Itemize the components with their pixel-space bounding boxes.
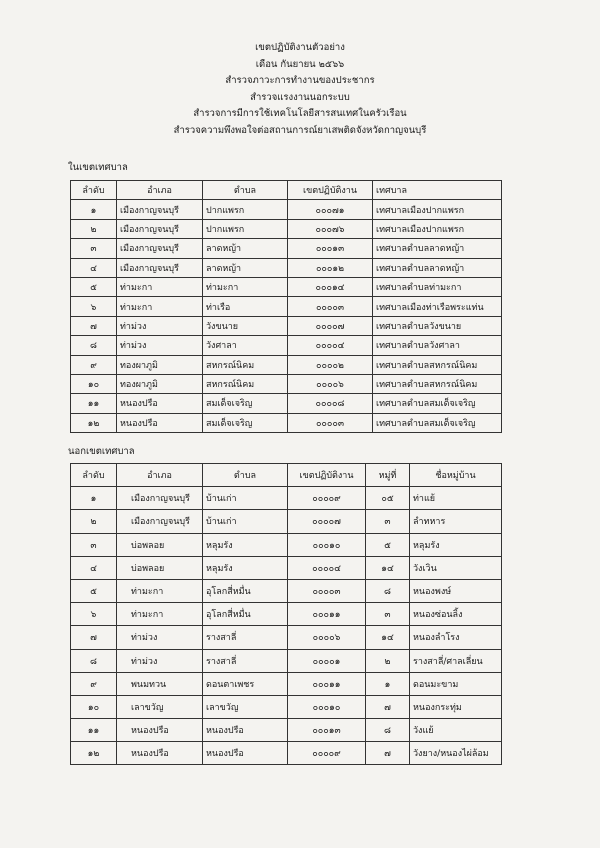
cell-no: ๔ bbox=[71, 258, 117, 277]
cell-district: เมืองกาญจนบุรี bbox=[117, 510, 203, 533]
table-row bbox=[71, 487, 502, 510]
cell-work-area: ๐๐๐๑๐ bbox=[288, 695, 366, 718]
cell-work-area: ๐๐๐๐๘ bbox=[288, 394, 373, 413]
cell-village-no: ๘ bbox=[366, 579, 410, 602]
header-survey-1: สำรวจภาวะการทำงานของประชากร bbox=[225, 75, 375, 86]
cell-work-area: ๐๐๐๐๗ bbox=[288, 510, 366, 533]
cell-village-no: ๗ bbox=[366, 695, 410, 718]
cell-village-no: ๑๔ bbox=[366, 556, 410, 579]
cell-district: เมืองกาญจนบุรี bbox=[117, 219, 203, 238]
cell-work-area: ๐๐๐๑๓ bbox=[288, 719, 366, 742]
col-header-subdistrict: ตำบล bbox=[203, 464, 288, 487]
cell-village-no: ๐๕ bbox=[366, 487, 410, 510]
cell-municipality: เทศบาลตำบลวังศาลา bbox=[373, 336, 502, 355]
cell-no: ๘ bbox=[71, 336, 117, 355]
cell-district: ท่ามะกา bbox=[117, 603, 203, 626]
cell-subdistrict: สหกรณ์นิคม bbox=[203, 374, 288, 393]
cell-district: เมืองกาญจนบุรี bbox=[117, 239, 203, 258]
cell-district: เลาขวัญ bbox=[117, 695, 203, 718]
cell-subdistrict: เลาขวัญ bbox=[203, 695, 288, 718]
table-row bbox=[71, 316, 502, 335]
cell-district: ท่าม่วง bbox=[117, 336, 203, 355]
cell-work-area: ๐๐๐๗๖ bbox=[288, 219, 373, 238]
cell-work-area: ๐๐๐๑๓ bbox=[288, 239, 373, 258]
cell-village-no: ๓ bbox=[366, 510, 410, 533]
cell-subdistrict: ลาดหญ้า bbox=[203, 258, 288, 277]
cell-subdistrict: รางสาลี่ bbox=[203, 626, 288, 649]
cell-village-name: หนองซ่อนลิ้ง bbox=[410, 603, 502, 626]
header-survey-2: สำรวจแรงงานนอกระบบ bbox=[250, 91, 350, 103]
table-header-row bbox=[71, 181, 502, 200]
cell-district: ทองผาภูมิ bbox=[117, 355, 203, 374]
cell-village-name: วังยาง/หนองไผ่ล้อม bbox=[410, 742, 502, 765]
cell-work-area: ๐๐๐๐๗ bbox=[288, 316, 373, 335]
cell-no: ๓ bbox=[71, 239, 117, 258]
cell-no: ๕ bbox=[71, 579, 117, 602]
cell-no: ๗ bbox=[71, 316, 117, 335]
cell-no: ๑ bbox=[71, 200, 117, 219]
cell-subdistrict: วังขนาย bbox=[203, 316, 288, 335]
cell-work-area: ๐๐๐๐๔ bbox=[288, 336, 373, 355]
cell-no: ๑๐ bbox=[71, 695, 117, 718]
cell-village-no: ๗ bbox=[366, 742, 410, 765]
cell-district: หนองปรือ bbox=[117, 742, 203, 765]
cell-subdistrict: หนองปรือ bbox=[203, 742, 288, 765]
cell-municipality: เทศบาลตำบลลาดหญ้า bbox=[373, 239, 502, 258]
cell-no: ๔ bbox=[71, 556, 117, 579]
table-row bbox=[71, 336, 502, 355]
cell-subdistrict: สมเด็จเจริญ bbox=[203, 413, 288, 432]
cell-work-area: ๐๐๐๐๓ bbox=[288, 579, 366, 602]
cell-district: บ่อพลอย bbox=[117, 533, 203, 556]
cell-municipality: เทศบาลตำบลท่ามะกา bbox=[373, 277, 502, 296]
cell-no: ๙ bbox=[71, 672, 117, 695]
cell-work-area: ๐๐๐๑๒ bbox=[288, 258, 373, 277]
cell-village-name: รางสาลี่/ศาลเลี่ยน bbox=[410, 649, 502, 672]
cell-no: ๑๑ bbox=[71, 719, 117, 742]
header-month: เดือน กันยายน ๒๕๖๖ bbox=[255, 58, 345, 70]
cell-work-area: ๐๐๐๐๖ bbox=[288, 626, 366, 649]
cell-district: ท่ามะกา bbox=[117, 277, 203, 296]
cell-subdistrict: ปากแพรก bbox=[203, 200, 288, 219]
cell-work-area: ๐๐๐๐๓ bbox=[288, 297, 373, 316]
cell-work-area: ๐๐๐๐๔ bbox=[288, 556, 366, 579]
cell-work-area: ๐๐๐๑๑ bbox=[288, 603, 366, 626]
header-survey-3: สำรวจการมีการใช้เทคโนโลยีสารสนเทศในครัวเรือน bbox=[193, 108, 407, 119]
table-row bbox=[71, 672, 502, 695]
col-header-work-area: เขตปฏิบัติงาน bbox=[288, 464, 366, 487]
table-row bbox=[71, 510, 502, 533]
cell-subdistrict: ลาดหญ้า bbox=[203, 239, 288, 258]
table-row bbox=[71, 277, 502, 296]
table-row bbox=[71, 355, 502, 374]
col-header-district: อำเภอ bbox=[117, 181, 203, 200]
cell-subdistrict: วังศาลา bbox=[203, 336, 288, 355]
cell-subdistrict: ท่ามะกา bbox=[203, 277, 288, 296]
cell-no: ๒ bbox=[71, 510, 117, 533]
cell-village-name: วังแย้ bbox=[410, 719, 502, 742]
cell-district: ท่าม่วง bbox=[117, 649, 203, 672]
cell-no: ๓ bbox=[71, 533, 117, 556]
col-header-village-no: หมู่ที่ bbox=[366, 464, 410, 487]
table-row bbox=[71, 394, 502, 413]
cell-work-area: ๐๐๐๑๑ bbox=[288, 672, 366, 695]
col-header-village-name: ชื่อหมู่บ้าน bbox=[410, 464, 502, 487]
cell-work-area: ๐๐๐๐๙ bbox=[288, 742, 366, 765]
table-row bbox=[71, 374, 502, 393]
cell-subdistrict: หลุมรัง bbox=[203, 556, 288, 579]
cell-municipality: เทศบาลตำบลสหกรณ์นิคม bbox=[373, 374, 502, 393]
table-row bbox=[71, 258, 502, 277]
table-row bbox=[71, 297, 502, 316]
cell-no: ๑๐ bbox=[71, 374, 117, 393]
cell-district: ท่าม่วง bbox=[117, 626, 203, 649]
cell-subdistrict: บ้านเก่า bbox=[203, 510, 288, 533]
nonmunicipal-section-label: นอกเขตเทศบาล bbox=[68, 446, 135, 457]
cell-no: ๖ bbox=[71, 603, 117, 626]
cell-district: ท่าม่วง bbox=[117, 316, 203, 335]
header-title: เขตปฏิบัติงานตัวอย่าง bbox=[255, 42, 345, 53]
cell-district: เมืองกาญจนบุรี bbox=[117, 200, 203, 219]
document-header bbox=[0, 40, 600, 139]
cell-village-name: หนองกระทุ่ม bbox=[410, 695, 502, 718]
cell-work-area: ๐๐๐๐๙ bbox=[288, 487, 366, 510]
cell-no: ๙ bbox=[71, 355, 117, 374]
cell-village-name: หนองลำโรง bbox=[410, 626, 502, 649]
cell-village-no: ๘ bbox=[366, 719, 410, 742]
cell-district: เมืองกาญจนบุรี bbox=[117, 258, 203, 277]
cell-no: ๘ bbox=[71, 649, 117, 672]
cell-district: ท่ามะกา bbox=[117, 579, 203, 602]
municipal-table bbox=[70, 180, 502, 433]
cell-village-no: ๓ bbox=[366, 603, 410, 626]
cell-no: ๑๒ bbox=[71, 413, 117, 432]
cell-district: ทองผาภูมิ bbox=[117, 374, 203, 393]
cell-work-area: ๐๐๐๐๑ bbox=[288, 649, 366, 672]
table-row bbox=[71, 200, 502, 219]
cell-district: เมืองกาญจนบุรี bbox=[117, 487, 203, 510]
cell-subdistrict: สมเด็จเจริญ bbox=[203, 394, 288, 413]
cell-no: ๖ bbox=[71, 297, 117, 316]
cell-work-area: ๐๐๐๐๓ bbox=[288, 413, 373, 432]
table-row bbox=[71, 579, 502, 602]
cell-village-name: ดอนมะขาม bbox=[410, 672, 502, 695]
table-row bbox=[71, 626, 502, 649]
col-header-municipality: เทศบาล bbox=[373, 181, 502, 200]
table-row bbox=[71, 719, 502, 742]
col-header-district: อำเภอ bbox=[117, 464, 203, 487]
cell-village-no: ๕ bbox=[366, 533, 410, 556]
cell-subdistrict: รางสาลี่ bbox=[203, 649, 288, 672]
cell-district: หนองปรือ bbox=[117, 413, 203, 432]
table-row bbox=[71, 413, 502, 432]
cell-subdistrict: บ้านเก่า bbox=[203, 487, 288, 510]
cell-no: ๑ bbox=[71, 487, 117, 510]
col-header-no: ลำดับ bbox=[71, 464, 117, 487]
cell-subdistrict: อุโลกสี่หมื่น bbox=[203, 579, 288, 602]
table-row bbox=[71, 695, 502, 718]
cell-district: บ่อพลอย bbox=[117, 556, 203, 579]
municipal-section-label: ในเขตเทศบาล bbox=[68, 162, 128, 173]
cell-municipality: เทศบาลตำบลสมเด็จเจริญ bbox=[373, 394, 502, 413]
table-row bbox=[71, 742, 502, 765]
cell-work-area: ๐๐๐๗๑ bbox=[288, 200, 373, 219]
cell-subdistrict: อุโลกสี่หมื่น bbox=[203, 603, 288, 626]
cell-work-area: ๐๐๐๑๔ bbox=[288, 277, 373, 296]
cell-subdistrict: หลุมรัง bbox=[203, 533, 288, 556]
cell-subdistrict: ปากแพรก bbox=[203, 219, 288, 238]
header-survey-4: สำรวจความพึงพอใจต่อสถานการณ์ยาเสพติดจังหวัดกาญจนบุรี bbox=[173, 124, 427, 136]
cell-no: ๑๑ bbox=[71, 394, 117, 413]
table-row bbox=[71, 556, 502, 579]
nonmunicipal-table bbox=[70, 463, 502, 765]
cell-subdistrict: สหกรณ์นิคม bbox=[203, 355, 288, 374]
cell-no: ๗ bbox=[71, 626, 117, 649]
cell-subdistrict: หนองปรือ bbox=[203, 719, 288, 742]
table-row bbox=[71, 219, 502, 238]
cell-municipality: เทศบาลตำบลลาดหญ้า bbox=[373, 258, 502, 277]
cell-no: ๒ bbox=[71, 219, 117, 238]
cell-no: ๑๒ bbox=[71, 742, 117, 765]
table-header-row bbox=[71, 464, 502, 487]
cell-village-no: ๒ bbox=[366, 649, 410, 672]
table-row bbox=[71, 239, 502, 258]
cell-municipality: เทศบาลตำบลสหกรณ์นิคม bbox=[373, 355, 502, 374]
cell-work-area: ๐๐๐๑๐ bbox=[288, 533, 366, 556]
cell-village-name: ลำทหาร bbox=[410, 510, 502, 533]
table-row bbox=[71, 603, 502, 626]
cell-municipality: เทศบาลเมืองปากแพรก bbox=[373, 219, 502, 238]
cell-village-name: ท่าแย้ bbox=[410, 487, 502, 510]
cell-municipality: เทศบาลเมืองปากแพรก bbox=[373, 200, 502, 219]
cell-subdistrict: ท่าเรือ bbox=[203, 297, 288, 316]
cell-municipality: เทศบาลตำบลสมเด็จเจริญ bbox=[373, 413, 502, 432]
cell-district: ท่ามะกา bbox=[117, 297, 203, 316]
col-header-subdistrict: ตำบล bbox=[203, 181, 288, 200]
cell-municipality: เทศบาลเมืองท่าเรือพระแท่น bbox=[373, 297, 502, 316]
cell-village-name: หนองพงษ์ bbox=[410, 579, 502, 602]
table-row bbox=[71, 649, 502, 672]
cell-district: หนองปรือ bbox=[117, 394, 203, 413]
table-row bbox=[71, 533, 502, 556]
col-header-no: ลำดับ bbox=[71, 181, 117, 200]
col-header-work-area: เขตปฏิบัติงาน bbox=[288, 181, 373, 200]
cell-village-no: ๑๔ bbox=[366, 626, 410, 649]
cell-village-name: วังเวิน bbox=[410, 556, 502, 579]
cell-village-no: ๑ bbox=[366, 672, 410, 695]
cell-district: พนมทวน bbox=[117, 672, 203, 695]
cell-subdistrict: ดอนตาเพชร bbox=[203, 672, 288, 695]
cell-work-area: ๐๐๐๐๒ bbox=[288, 355, 373, 374]
cell-district: หนองปรือ bbox=[117, 719, 203, 742]
cell-no: ๕ bbox=[71, 277, 117, 296]
cell-work-area: ๐๐๐๐๖ bbox=[288, 374, 373, 393]
cell-village-name: หลุมรัง bbox=[410, 533, 502, 556]
cell-municipality: เทศบาลตำบลวังขนาย bbox=[373, 316, 502, 335]
